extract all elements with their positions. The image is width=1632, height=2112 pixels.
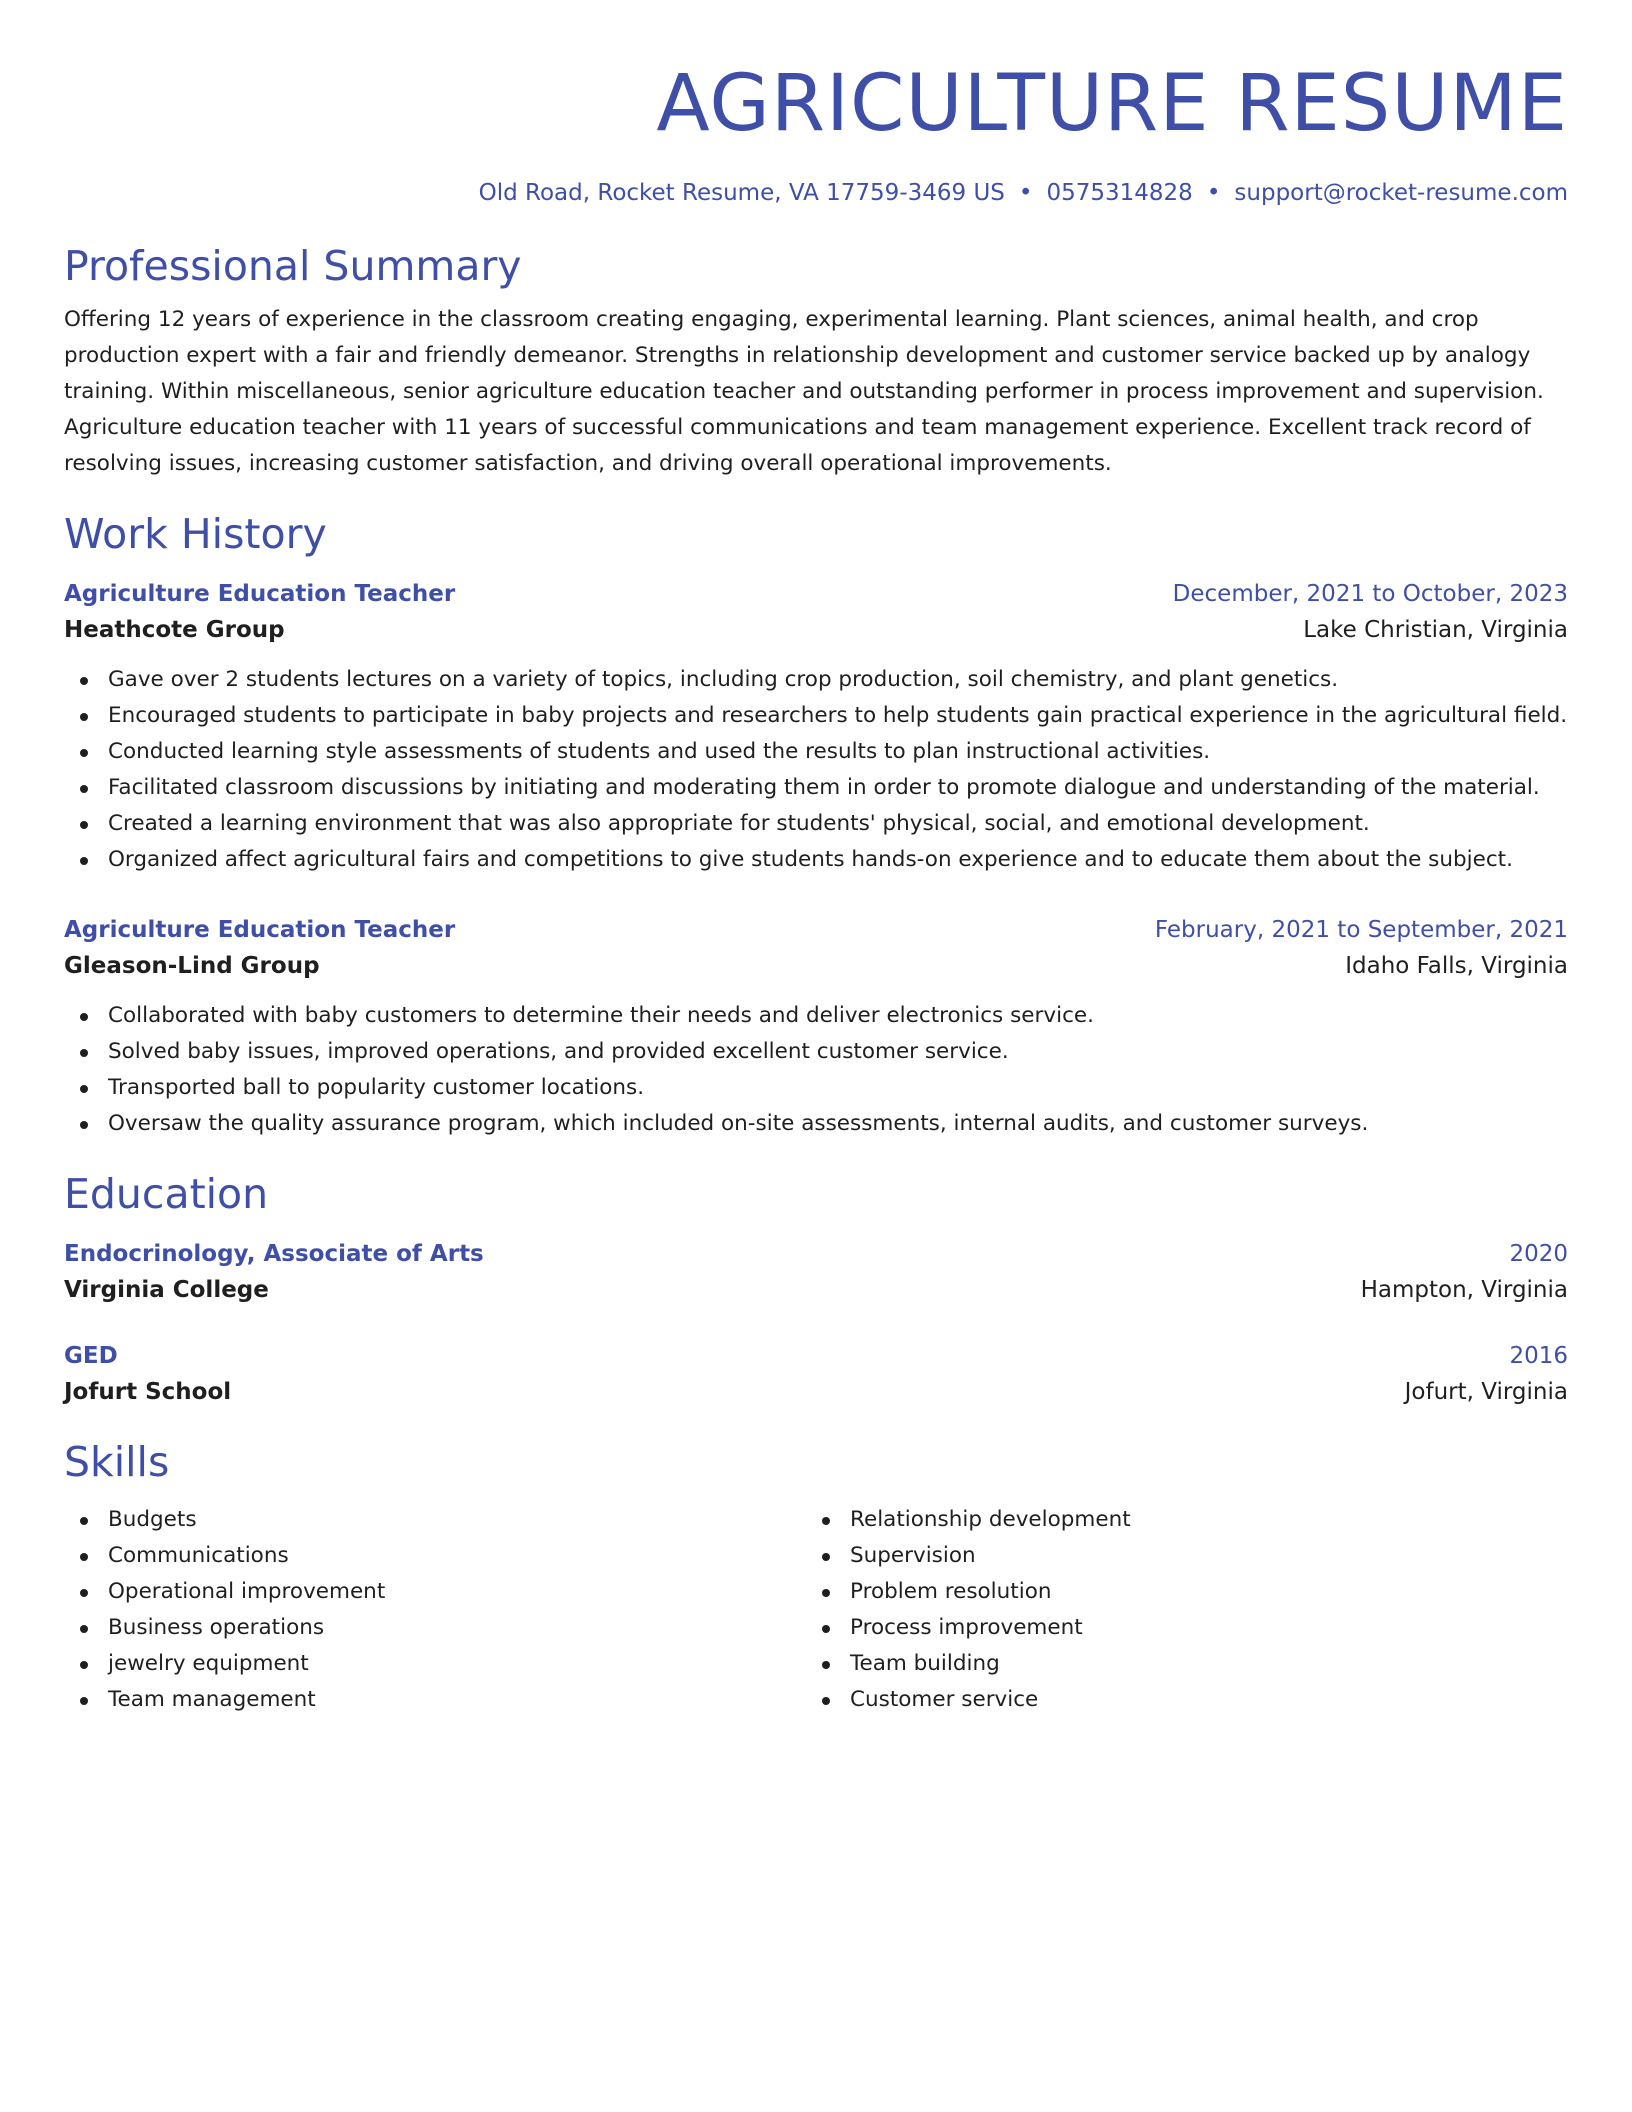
skills-list: [64, 1502, 806, 1718]
education-header-row: [64, 1236, 1568, 1272]
job-header-row: [64, 912, 1568, 948]
skill-item: Operational improvement: [64, 1574, 806, 1610]
education-location: Jofurt, Virginia: [1404, 1379, 1568, 1405]
list-item: Transported ball to popularity customer locations.: [64, 1070, 1568, 1106]
skill-item: Team building: [806, 1646, 1548, 1682]
job-dates: December, 2021 to October, 2023: [1172, 581, 1568, 607]
list-item: Solved baby issues, improved operations, and provided excellent customer service.: [64, 1034, 1568, 1070]
summary-paragraph: Offering 12 years of experience in the classroom creating engaging, experimental learning. Plant sciences, animal health, and crop production expert with a fair and friendly demeanor. Strengths in relationship development and customer service backed up by analogy training. Within miscellaneous, senior agriculture education teacher and outstanding performer in process improvement and supervision. Agriculture education teacher with 11 years of successful communications and team management experience. Excellent track record of resolving issues, increasing customer satisfaction, and driving overall operational improvements.: [64, 307, 1544, 476]
list-item: Oversaw the quality assurance program, which included on-site assessments, internal audits, and customer surveys.: [64, 1106, 1568, 1142]
list-item: Conducted learning style assessments of students and used the results to plan instructional activities.: [64, 734, 1568, 770]
skills-list: [806, 1502, 1548, 1718]
skill-item: Relationship development: [806, 1502, 1548, 1538]
job-company-row: [64, 948, 1568, 984]
education-school-row: [64, 1272, 1568, 1308]
skill-item: Team management: [64, 1682, 806, 1718]
list-item: Collaborated with baby customers to determine their needs and deliver electronics service.: [64, 998, 1568, 1034]
separator-dot: •: [1206, 180, 1221, 206]
education-degree: GED: [64, 1343, 118, 1369]
education-header-row: [64, 1338, 1568, 1374]
job-company: Heathcote Group: [64, 617, 285, 643]
education-degree: Endocrinology, Associate of Arts: [64, 1241, 484, 1267]
job-bullets: [64, 998, 1568, 1142]
job-entry: [64, 576, 1568, 878]
resume-title: AGRICULTURE RESUME: [656, 59, 1568, 149]
skills-grid: [64, 1502, 1568, 1718]
job-role: Agriculture Education Teacher: [64, 917, 456, 943]
section-title-summary: Professional Summary: [64, 242, 522, 290]
skill-item: Process improvement: [806, 1610, 1548, 1646]
education-location: Hampton, Virginia: [1360, 1277, 1568, 1303]
skill-item: Budgets: [64, 1502, 806, 1538]
job-location: Idaho Falls, Virginia: [1345, 953, 1568, 979]
skill-item: Customer service: [806, 1682, 1548, 1718]
list-item: Gave over 2 students lectures on a variety of topics, including crop production, soil chemistry, and plant genetics.: [64, 662, 1568, 698]
skill-item: jewelry equipment: [64, 1646, 806, 1682]
education-school: Jofurt School: [64, 1379, 232, 1405]
job-location: Lake Christian, Virginia: [1303, 617, 1568, 643]
skill-item: Problem resolution: [806, 1574, 1548, 1610]
contact-email[interactable]: support@rocket-resume.com: [1234, 180, 1568, 206]
job-dates: February, 2021 to September, 2021: [1154, 917, 1568, 943]
education-school: Virginia College: [64, 1277, 269, 1303]
skills-column-left: [64, 1502, 806, 1718]
skill-item: Supervision: [806, 1538, 1548, 1574]
education-year: 2020: [1509, 1241, 1568, 1267]
section-title-skills: Skills: [64, 1438, 170, 1486]
section-title-education: Education: [64, 1170, 269, 1218]
contact-address: Old Road, Rocket Resume, VA 17759-3469 US: [478, 180, 1005, 206]
job-role: Agriculture Education Teacher: [64, 581, 456, 607]
education-entry: [64, 1338, 1568, 1410]
skill-item: Business operations: [64, 1610, 806, 1646]
list-item: Created a learning environment that was also appropriate for students' physical, social, and emotional development.: [64, 806, 1568, 842]
contact-line: [64, 176, 1568, 210]
job-entry: [64, 912, 1568, 1142]
separator-dot: •: [1018, 180, 1033, 206]
job-company: Gleason-Lind Group: [64, 953, 320, 979]
list-item: Organized affect agricultural fairs and competitions to give students hands-on experience and to educate them about the subject.: [64, 842, 1568, 878]
job-company-row: [64, 612, 1568, 648]
section-title-work-history: Work History: [64, 510, 327, 558]
job-bullets: [64, 662, 1568, 878]
job-header-row: [64, 576, 1568, 612]
education-entry: [64, 1236, 1568, 1308]
skills-column-right: [806, 1502, 1548, 1718]
contact-phone: 0575314828: [1046, 180, 1193, 206]
education-school-row: [64, 1374, 1568, 1410]
skill-item: Communications: [64, 1538, 806, 1574]
education-year: 2016: [1509, 1343, 1568, 1369]
list-item: Encouraged students to participate in baby projects and researchers to help students gain practical experience in the agricultural field.: [64, 698, 1568, 734]
resume-page: [64, 56, 1568, 1718]
list-item: Facilitated classroom discussions by initiating and moderating them in order to promote dialogue and understanding of the material.: [64, 770, 1568, 806]
